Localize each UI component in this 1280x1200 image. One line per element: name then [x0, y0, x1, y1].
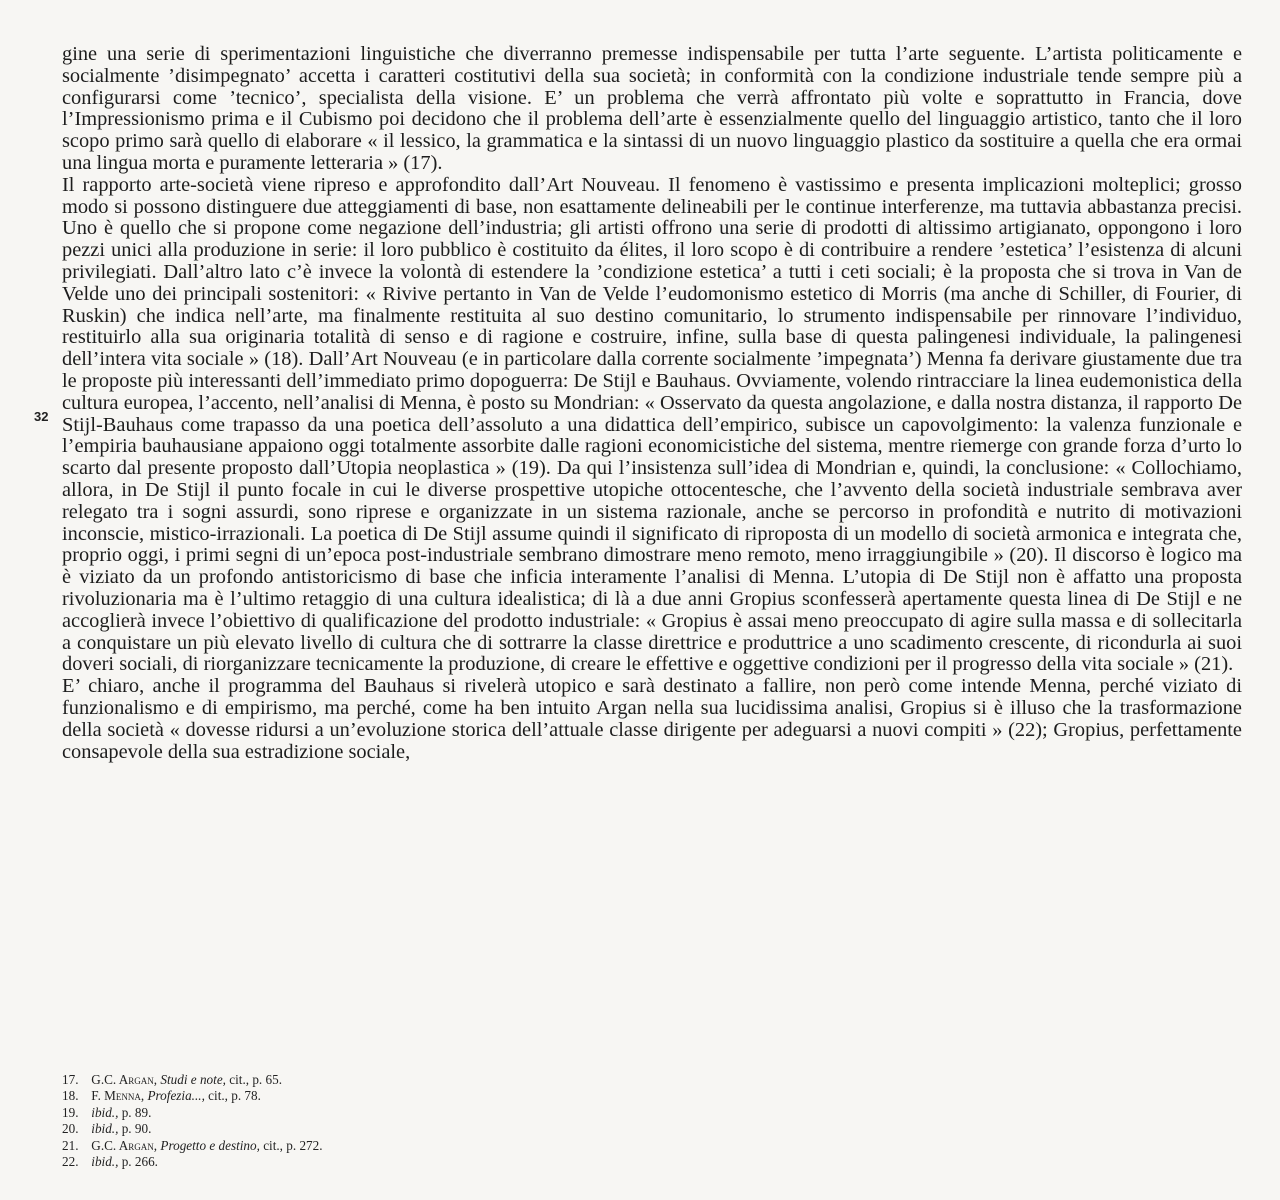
footnote-title: Progetto e destino, [160, 1137, 260, 1153]
footnote-18 [62, 1088, 962, 1104]
footnote-number: 18. [62, 1088, 79, 1104]
footnote-title: ibid., [91, 1104, 119, 1120]
footnote-number: 19. [62, 1104, 79, 1120]
main-text [62, 44, 1242, 763]
footnote-19 [62, 1105, 962, 1121]
footnote-number: 22. [62, 1154, 79, 1170]
footnote-number: 21. [62, 1137, 79, 1153]
footnote-reference: cit., p. 65. [229, 1072, 283, 1087]
footnote-17 [62, 1072, 962, 1088]
footnote-title: ibid., [91, 1121, 119, 1137]
footnote-reference: cit., p. 272. [263, 1137, 323, 1153]
footnote-reference: p. 89. [121, 1104, 152, 1120]
footnote-title: ibid., [91, 1154, 119, 1170]
footnote-author: G.C. Argan, [91, 1137, 158, 1153]
footnote-author: F. Menna, [91, 1088, 145, 1104]
footnote-21 [62, 1138, 962, 1154]
footnotes [62, 1072, 962, 1170]
paragraph-3: E’ chiaro, anche il programma del Bauhaus si rivelerà utopico e sarà destinato a fallire, non però come intende Menna, perché viziato di funzionalismo e di empirismo, ma perché, come ha ben intuito Argan nella sua lucidissima analisi, Gropius si è illuso che la trasformazione della società « dovesse ridursi a un’evoluzione storica dell’attuale classe dirigente per adeguarsi a nuovi compiti » (22); Gropius, perfettamente consapevole della sua estradizione sociale, [62, 675, 1242, 763]
footnote-number: 17. [62, 1072, 79, 1087]
footnote-author: G.C. Argan, [91, 1072, 158, 1087]
paragraph-2: Il rapporto arte-società viene ripreso e approfondito dall’Art Nouveau. Il fenomeno è vastissimo e presenta implicazioni molteplici; grosso modo si possono distinguere due atteggiamenti di base, non esattamente delineabili per le continue interferenze, ma tuttavia abbastanza precisi. Uno è quello che si propone come negazione dell’industria; gli artisti offrono una serie di prodotti di altissimo artigianato, oppongono i loro pezzi unici alla produzione in serie: il loro pubblico è costituito da élites, il loro scopo è di contribuire a rendere ’estetica’ l’esistenza di alcuni privilegiati. Dall’altro lato c’è invece la volontà di estendere la ’condizione estetica’ a tutti i ceti sociali; è la proposta che si trova in Van de Velde uno dei principali sostenitori: « Rivive pertanto in Van de Velde l’eudomonismo estetico di Morris (ma anche di Schiller, di Fourier, di Ruskin) che indica nell’arte, ma finalmente restituita al suo destino comunitario, lo strumento indispensabile per rinnovare l’individuo, restituirlo alla sua originaria totalità di senso e di ragione e costruire, infine, sulla base di questa palingenesi individuale, la palingenesi dell’intera vita sociale » (18). Dall’Art Nouveau (e in particolare dalla corrente socialmente ’impegnata’) Menna fa derivare giustamente due tra le proposte più interessanti dell’immediato primo dopoguerra: De Stijl e Bauhaus. Ovviamente, volendo rintracciare la linea eudemonistica della cultura europea, l’accento, nell’analisi di Menna, è posto su Mondrian: « Osservato da questa angolazione, e dalla nostra distanza, il rapporto De Stijl-Bauhaus come trapasso da una poetica dell’assoluto a una didattica dell’empirico, subisce un capovolgimento: la valenza funzionale e l’empiria bauhausiane appaiono oggi totalmente assorbite dalle ragioni economicistiche del sistema, mentre riemerge con grande forza d’urto lo scarto dal presente proposto dall’Utopia neoplastica » (19). Da qui l’insistenza sull’idea di Mondrian e, quindi, la conclusione: « Collochiamo, allora, in De Stijl il punto focale in cui le diverse prospettive utopiche ottocentesche, che l’avvento della società industriale sembrava aver relegato tra i sogni assurdi, sono riprese e organizzate in un sistema razionale, anche se percorso in profondità e nutrito di motivazioni inconscie, mistico-irrazionali. La poetica di De Stijl assume quindi il significato di riproposta di un modello di società armonica e integrata che, proprio oggi, i primi segni di un’epoca post-industriale sembrano dimostrare meno remoto, meno irraggiungibile » (20). Il discorso è logico ma è viziato da un profondo antistoricismo di base che inficia interamente l’analisi di Menna. L’utopia di De Stijl non è affatto una proposta rivoluzionaria ma è l’ultimo retaggio di una cultura idealistica; di là a due anni Gropius sconfesserà apertamente questa linea di De Stijl e ne accoglierà invece l’obiettivo di qualificazione del prodotto industriale: « Gropius è assai meno preoccupato di agire sulla massa e di sollecitarla a conquistare un più elevato livello di cultura che di sottrarre la classe direttrice e produttrice a uno scadimento crescente, di ricondurla ai suoi doveri sociali, di riorganizzare tecnicamente la produzione, di creare le effettive e oggettive condizioni per il progresso della vita sociale » (21). [62, 173, 1242, 676]
footnote-20 [62, 1121, 962, 1137]
footnote-title: Studi e note, [160, 1072, 226, 1087]
footnote-22 [62, 1154, 962, 1170]
paragraph-1: gine una serie di sperimentazioni linguistiche che diverranno premesse indispensabile per tutta l’arte seguente. L’artista politicamente e socialmente ’disimpegnato’ accetta i caratteri costitutivi della sua società; in conformità con la condizione industriale tende sempre più a configurarsi come ’tecnico’, specialista della visione. E’ un problema che verrà affrontato più volte e soprattutto in Francia, dove l’Impressionismo prima e il Cubismo poi decidono che il problema dell’arte è essenzialmente quello del linguaggio artistico, tanto che il loro scopo primo sarà quello di elaborare « il lessico, la grammatica e la sintassi di un nuovo linguaggio plastico da sostituire a quella che era ormai una lingua morta e puramente letteraria » (17). [62, 43, 1242, 174]
footnote-number: 20. [62, 1121, 79, 1137]
footnote-reference: p. 90. [121, 1121, 152, 1137]
footnote-title: Profezia..., [147, 1088, 205, 1104]
footnote-reference: p. 266. [121, 1154, 158, 1170]
footnote-reference: cit., p. 78. [208, 1088, 261, 1104]
page-number: 32 [34, 409, 49, 424]
